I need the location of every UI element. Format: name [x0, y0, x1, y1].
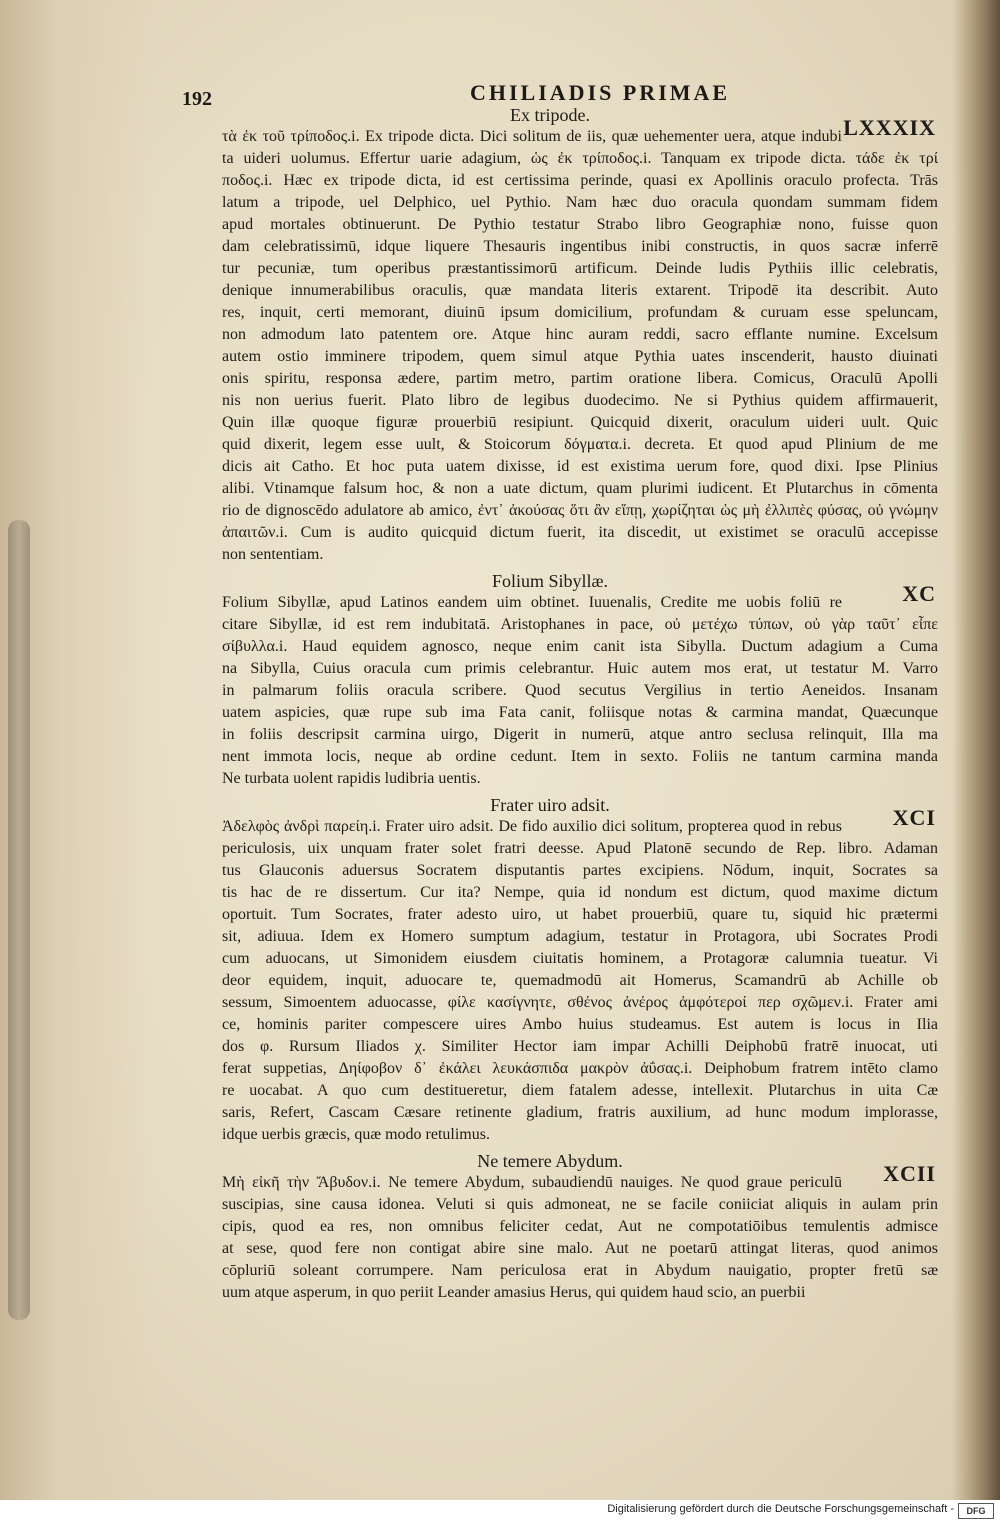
text-line: idque uerbis græcis, quæ modo retulimus. [222, 1126, 490, 1143]
text-line: nis non uerius fuerit. Plato libro de legibus duodecimo. Ne si Pythius quidem affirmauerit, [222, 392, 938, 409]
text-line: rio de dignoscēdo adulatore ab amico, ἐντ᾽ ἀκούσας ὅτι ἂν εἴπῃ, χωρίζηται ὡς μὴ ἐλλιπὲς φύσας, οὐ γνώμην [222, 502, 938, 519]
text-line: quid dixerit, legem esse uult, & Stoicorum δόγματα.i. decreta. Et quod apud Plinium de me [222, 436, 938, 453]
text-line: latum a tripode, uel Delphico, uel Pythio. Nam hæc duo oracula quondam summam fidem [222, 194, 938, 211]
text-line: tus Glauconis aduersus Socratem disputantis partes excipiens. Nōdum, inquit, Socrates sa [222, 862, 938, 879]
text-line: re uocabat. A quo cum destitueretur, diem fatalem adesse, intellexit. Plutarchus in uita Cæ [222, 1082, 938, 1099]
text-line: Quin illæ quoque figuræ prouerbiū resipiunt. Quicquid dixerit, oraculum uideri uult. Quic [222, 414, 938, 431]
text-line: cōpluriū soleant corrumpere. Nam periculosa erat in Abydum nauigatio, propter fretū sæ [222, 1262, 938, 1279]
text-line: apud mortales obtinuerunt. De Pythio testatur Strabo libro Geographiæ nono, fuisse quon [222, 216, 938, 233]
text-line: tur pecuniæ, tum operibus præstantissimorū artificum. Deinde ludis Pythiis illic celebratis, [222, 260, 938, 277]
text-line: citare Sibyllæ, id est rem indubitatā. Aristophanes in pace, οὐ μετέχω τύπων, οὐ γὰρ ταῦτ᾽ εἶπε [222, 616, 938, 633]
page-edge [952, 0, 1000, 1500]
text-line: res, inquit, certi memorant, diuinū ipsum domicilium, profundam & curuam esse speluncam, [222, 304, 938, 321]
text-line: non sententiam. [222, 546, 324, 563]
page-number: 192 [182, 88, 212, 110]
text-line: ἀπαιτῶν.i. Cum is audito quicquid dictum fuerit, ita discedit, ut existimet se oraculū accepisse [222, 524, 938, 541]
text-line: non admodum lato patentem ore. Atque hinc auram reddi, sacro efflante numine. Excelsum [222, 326, 938, 343]
text-line: ποδος.i. Hæc ex tripode dicta, id est certissima perinde, quasi ex Apollinis oraculo profecta. Trās [222, 172, 938, 189]
text-line: denique innumerabilibus oraculis, quæ mandata literis extarent. Tripodē ita describit. Auto [222, 282, 938, 299]
text-line: onis spiritu, responsa ædere, partim metro, partim oratione libera. Comicus, Oraculū Apolli [222, 370, 938, 387]
footer-bar [0, 1500, 1000, 1521]
running-head: CHILIADIS PRIMAE [470, 80, 731, 105]
adage-title: Folium Sibyllæ. [491, 571, 609, 591]
text-line: Ne turbata uolent rapidis ludibria uentis. [222, 770, 481, 787]
text-line: cipis, quod ea res, non omnibus feliciter cedat, Aut ne compotatiōibus temulentis admisce [222, 1218, 938, 1235]
text-line: alibi. Vtinamque falsum hoc, & non a uate dictum, quam plurimi iudicent. Et Plutarchus in cōmenta [222, 480, 938, 497]
adage-title: Frater uiro adsit. [490, 795, 610, 815]
text-line: suscipias, sine causa idonea. Veluti si quis admoneat, ne se facile coniiciat aliquis in aulam prin [222, 1196, 938, 1213]
text-line: at sese, quod fere non contigat abire sine malo. Aut ne poetarū attingat literas, quod animos [222, 1240, 938, 1257]
text-line: cum aduocans, ut Simonidem eiusdem ciuitatis hominem, a Protagoræ calumnia tueatur. Vi [222, 950, 938, 967]
text-block [222, 104, 938, 1308]
adage-number: LXXXIX [843, 115, 936, 140]
text-line: autem ostio imminere tripodem, quem simul atque Pythia uates inscenderit, hausto diuinati [222, 348, 938, 365]
text-line: deor equidem, inquit, aduocare te, quemadmodū ait Homerus, Scamandrū ab Achille ob [222, 972, 938, 989]
text-line: tis hac de re dissertum. Cur ita? Nempe, quia id nondum est dictum, quod maxime dictum [222, 884, 938, 901]
text-line: ce, hominis pariter compescere uires Ambo huius studeamus. Est autem is locus in Ilia [222, 1016, 938, 1033]
adage-section [222, 794, 938, 1146]
text-line: saris, Refert, Cascam Cæsare retinente gladium, fratris auxilium, ad hunc modum implorasse, [222, 1104, 938, 1121]
text-line: σίβυλλα.i. Haud equidem agnosco, neque enim canit ista Sibylla. Ductum adagium a Cuma [222, 638, 938, 655]
text-line: Folium Sibyllæ, apud Latinos eandem uim obtinet. Iuuenalis, Credite me uobis foliū re [222, 594, 842, 611]
adage-title: Ne temere Abydum. [477, 1151, 623, 1171]
text-line: sessum, Simoentem aduocasse, φίλε κασίγνητε, σθένος ἀνέρος ἀμφότεροί περ σχῶμεν.i. Frater ami [222, 994, 938, 1011]
text-line: periculosis, uix unquam frater solet fratri deesse. Apud Platonē secundo de Rep. libro. Adaman [222, 840, 938, 857]
text-line: na Sibylla, Cuius oracula cum primis celebrantur. Huic autem mos erat, ut testatur M. Varro [222, 660, 938, 677]
adage-number: XCI [892, 805, 936, 830]
adage-section [222, 570, 938, 790]
text-line: in foliis descripsit carmina uirgo, Digerit in numerū, atque antro seclusa relinquit, Illa ma [222, 726, 938, 743]
text-line: ta uideri uolumus. Effertur uarie adagium, ὡς ἐκ τρίποδος.i. Tanquam ex tripode dicta. τάδε ἐκ τρί [222, 150, 938, 167]
footer-credit: Digitalisierung gefördert durch die Deutsche Forschungsgemeinschaft - [607, 1503, 954, 1515]
text-line: Ἀδελφὸς ἀνδρὶ παρείη.i. Frater uiro adsit. De fido auxilio dici solitum, propterea quod in rebus [222, 818, 842, 835]
adage-title: Ex tripode. [510, 105, 590, 125]
text-line: oportuit. Tum Socrates, frater adesto uiro, ut habet prouerbiū, quare tu, siquid hic prætermi [222, 906, 938, 923]
book-clamp [8, 520, 30, 1320]
dfg-logo: DFG [958, 1503, 994, 1519]
adage-section [222, 1150, 938, 1304]
text-line: τὰ ἐκ τοῦ τρίποδος.i. Ex tripode dicta. Dici solitum de iis, quæ uehementer uera, atque indubi [222, 128, 842, 145]
text-line: dicis ait Catho. Et hoc puta uatem dixisse, id est existima uerum fore, quod dixi. Ipse Plinius [222, 458, 938, 475]
adage-section [222, 104, 938, 566]
adage-number: XCII [883, 1161, 936, 1186]
text-line: Μὴ εἰκῆ τὴν Ἄβυδον.i. Ne temere Abydum, subaudiendū nauiges. Ne quod graue periculū [222, 1174, 842, 1191]
text-line: uatem aspicies, quæ rupe sub ima Fata canit, foliisque notas & carmina mandat, Quæcunque [222, 704, 938, 721]
adage-number: XC [902, 581, 936, 606]
text-line: nent immota locis, neque ab ordine cedunt. Item in sexto. Foliis ne tantum carmina manda [222, 748, 938, 765]
text-line: dam celebratissimū, idque liquere Thesauris ingentibus inibi constructis, in quos sacræ inferrē [222, 238, 938, 255]
text-line: ferat suppetias, Δηίφοβον δ᾽ ἐκάλει λευκάσπιδα μακρὸν ἀΰσας.i. Deiphobum fratrem intēto clamo [222, 1060, 938, 1077]
text-line: in palmarum foliis oracula scribere. Quod secutus Vergilius in tertio Aeneidos. Insanam [222, 682, 938, 699]
text-line: sit, adiuua. Idem ex Homero sumptum adagium, testatur in Protagora, ubi Socrates Prodi [222, 928, 938, 945]
text-line: dos φ. Rursum Iliados χ. Similiter Hector iam impar Achilli Deiphobū fratrē inuocat, uti [222, 1038, 938, 1055]
text-line: uum atque asperum, in quo periit Leander amasius Herus, qui quidem haud scio, an puerbii [222, 1284, 806, 1301]
